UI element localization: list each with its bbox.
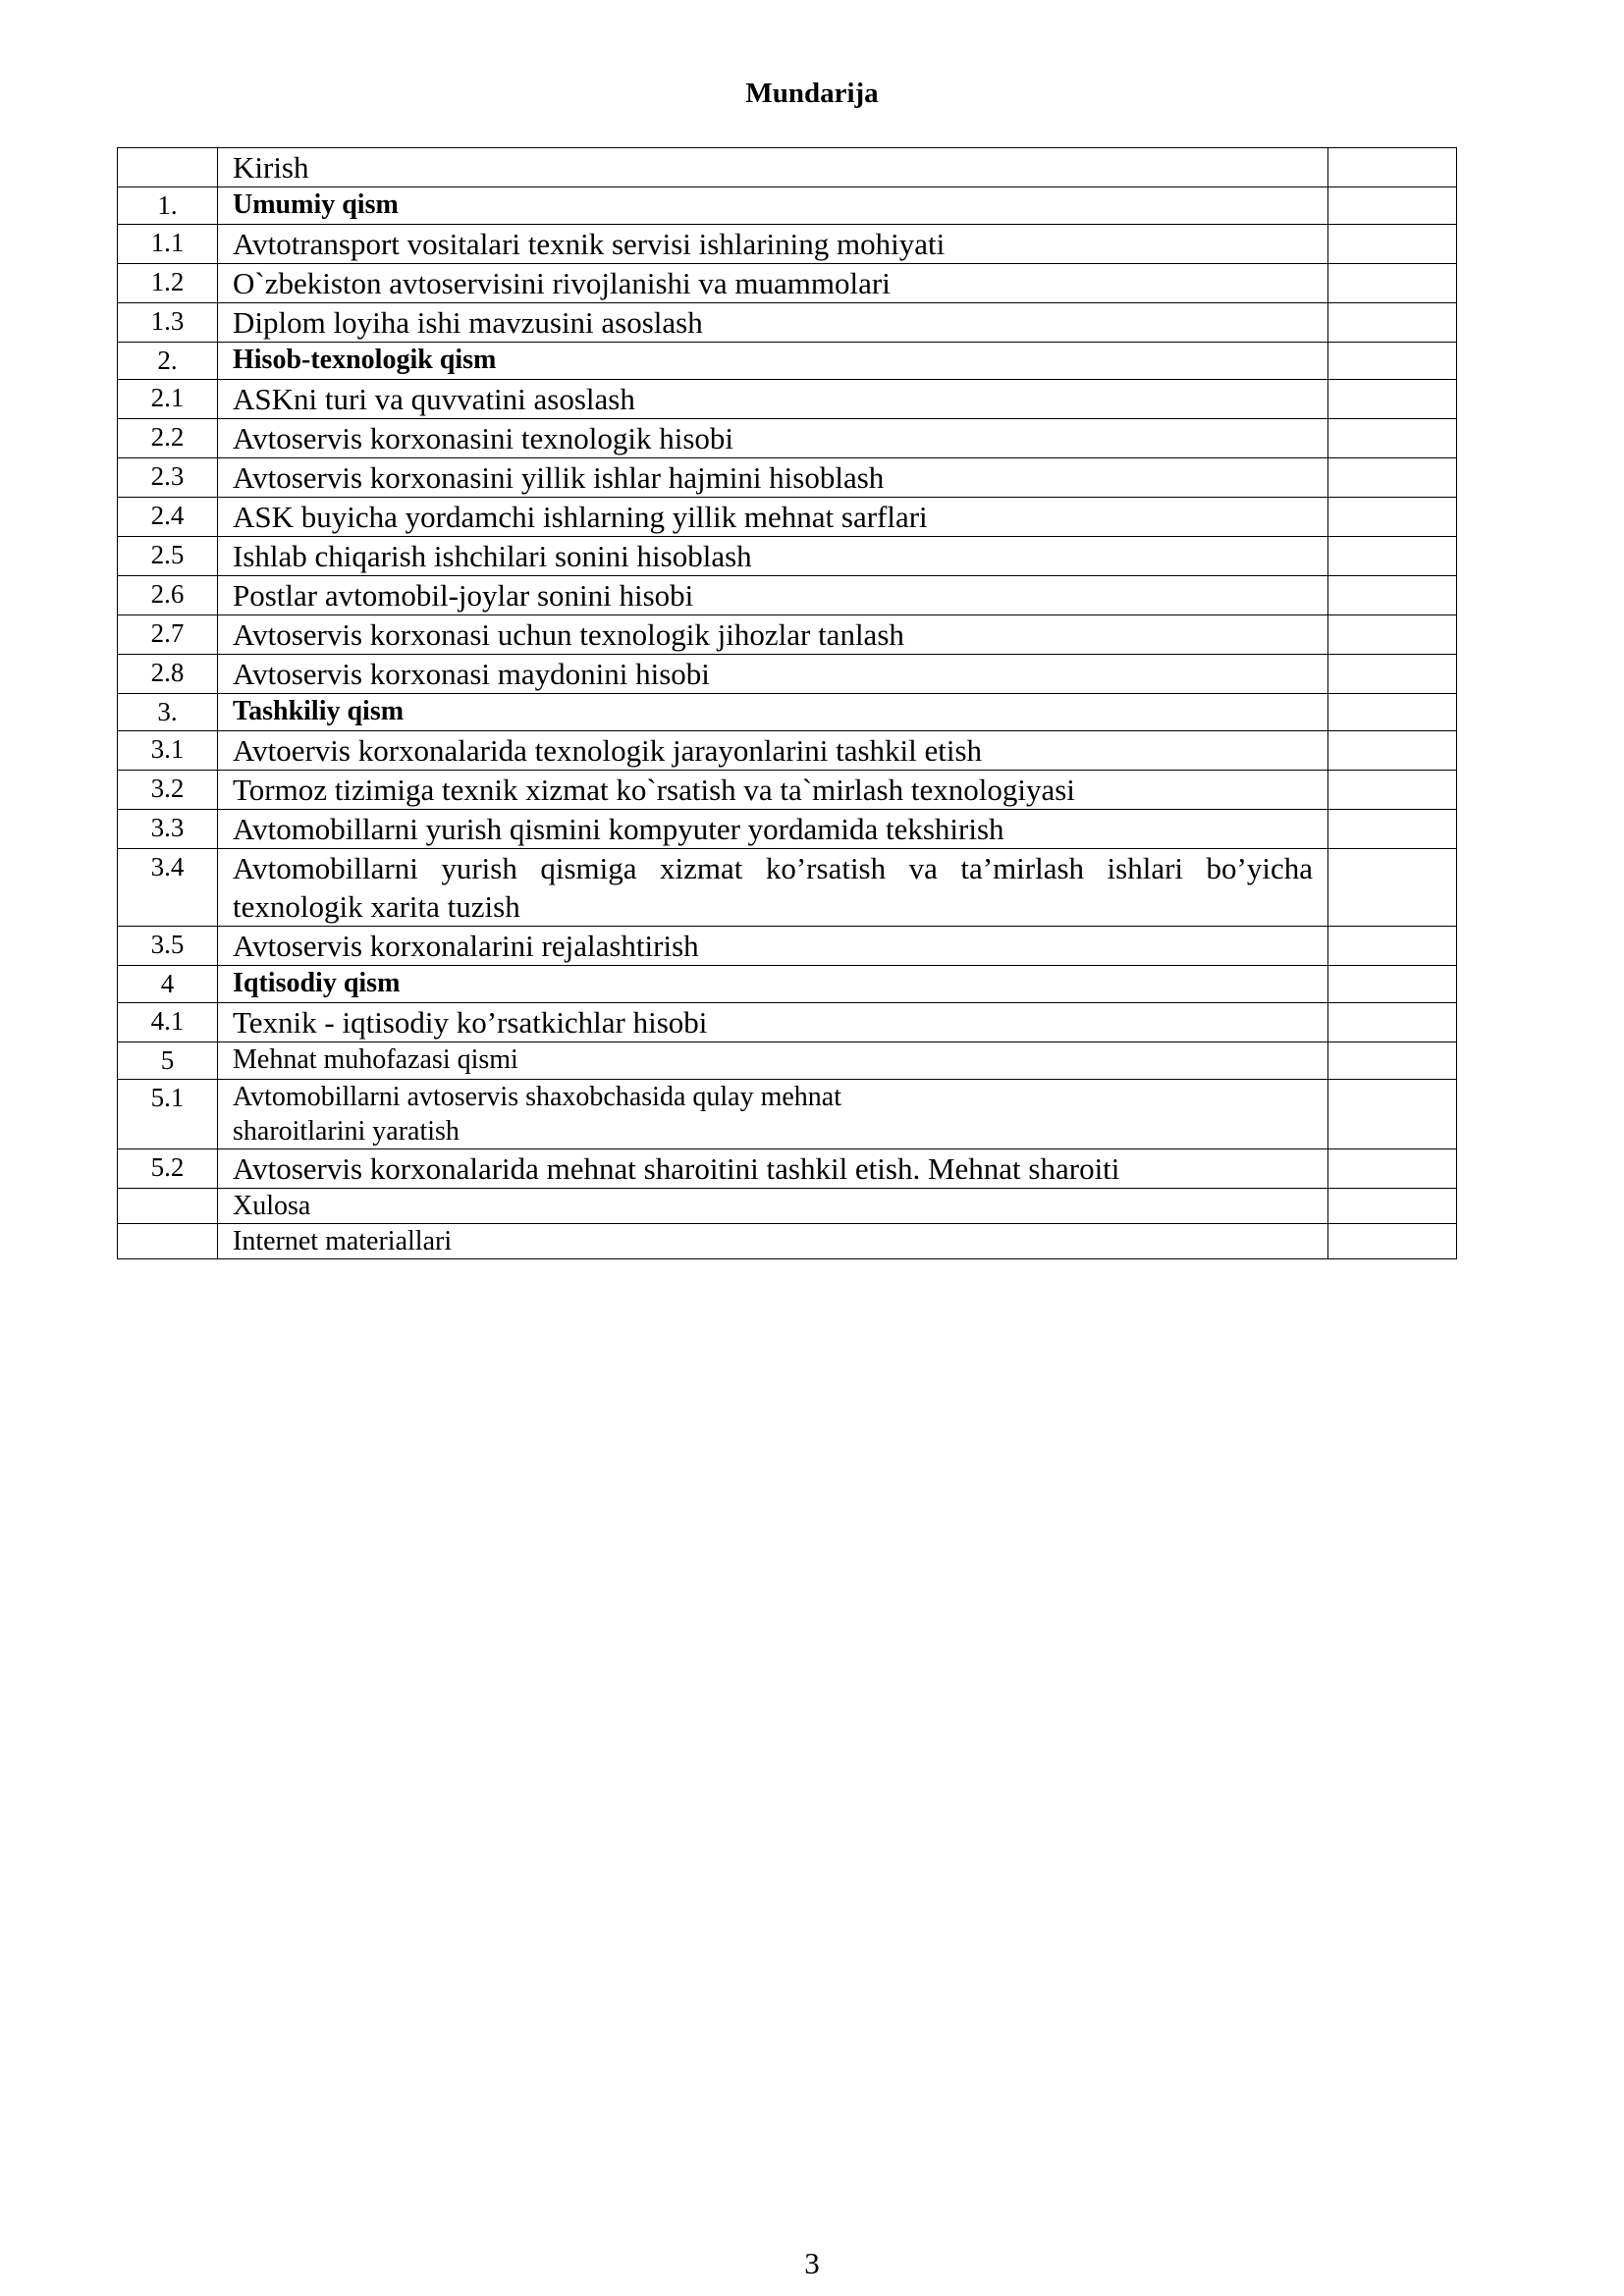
table-row: [118, 264, 1457, 303]
section-title: Xulosa: [218, 1189, 1328, 1224]
section-number: 2.1: [118, 380, 218, 419]
page-cell: [1328, 537, 1457, 576]
page-cell: [1328, 1149, 1457, 1189]
page-cell: [1328, 849, 1457, 927]
page-cell: [1328, 264, 1457, 303]
section-number: 5.1: [118, 1080, 218, 1149]
page-cell: [1328, 380, 1457, 419]
page-cell: [1328, 1003, 1457, 1042]
section-title: O`zbekiston avtoservisini rivojlanishi va muammolari: [218, 264, 1328, 303]
section-title: Avtoservis korxonasi uchun texnologik jihozlar tanlash: [218, 615, 1328, 655]
page-cell: [1328, 1224, 1457, 1259]
table-row: [118, 187, 1457, 225]
table-row: [118, 1189, 1457, 1224]
section-number: 2.5: [118, 537, 218, 576]
section-number: 2.4: [118, 498, 218, 537]
page-cell: [1328, 148, 1457, 187]
section-title: Kirish: [218, 148, 1328, 187]
section-title: Avtomobillarni yurish qismiga xizmat ko’rsatish va ta’mirlash ishlari bo’yicha texnologik xarita tuzish: [218, 849, 1328, 927]
table-row: [118, 655, 1457, 694]
table-row: [118, 694, 1457, 731]
section-number: 2.7: [118, 615, 218, 655]
section-title: Mehnat muhofazasi qismi: [218, 1042, 1328, 1080]
table-row: [118, 458, 1457, 498]
section-title: Avtoservis korxonalarini rejalashtirish: [218, 927, 1328, 966]
page-cell: [1328, 576, 1457, 615]
toc-body: [118, 148, 1457, 1259]
section-title: Texnik - iqtisodiy ko’rsatkichlar hisobi: [218, 1003, 1328, 1042]
section-number: 2.6: [118, 576, 218, 615]
section-number: 5: [118, 1042, 218, 1080]
section-number: 3.: [118, 694, 218, 731]
page-cell: [1328, 1042, 1457, 1080]
section-title: Avtoservis korxonasini yillik ishlar hajmini hisoblash: [218, 458, 1328, 498]
section-number: [118, 148, 218, 187]
section-title: ASK buyicha yordamchi ishlarning yillik mehnat sarflari: [218, 498, 1328, 537]
page-cell: [1328, 694, 1457, 731]
table-of-contents: [117, 147, 1457, 1259]
section-title: Avtoervis korxonalarida texnologik jarayonlarini tashkil etish: [218, 731, 1328, 771]
table-row: [118, 1003, 1457, 1042]
table-row: [118, 225, 1457, 264]
table-row: [118, 537, 1457, 576]
section-number: 2.2: [118, 419, 218, 458]
page-cell: [1328, 1189, 1457, 1224]
section-title: ASKni turi va quvvatini asoslash: [218, 380, 1328, 419]
table-row: [118, 576, 1457, 615]
section-title: Avtomobillarni yurish qismini kompyuter yordamida tekshirish: [218, 810, 1328, 849]
section-title: Tormoz tizimiga texnik xizmat ko`rsatish va ta`mirlash texnologiyasi: [218, 771, 1328, 810]
page-cell: [1328, 615, 1457, 655]
section-title: Avtoservis korxonasi maydonini hisobi: [218, 655, 1328, 694]
page-cell: [1328, 655, 1457, 694]
page-title: Mundarija: [745, 78, 879, 109]
table-row: [118, 615, 1457, 655]
table-row: [118, 731, 1457, 771]
section-title: Avtomobillarni avtoservis shaxobchasida qulay mehnat sharoitlarini yaratish: [218, 1080, 1328, 1149]
section-number: [118, 1189, 218, 1224]
section-number: 1.1: [118, 225, 218, 264]
section-number: [118, 1224, 218, 1259]
page-cell: [1328, 771, 1457, 810]
page-cell: [1328, 966, 1457, 1003]
section-title: Iqtisodiy qism: [218, 966, 1328, 1003]
table-row: [118, 303, 1457, 343]
section-number: 1.: [118, 187, 218, 225]
section-title: Postlar avtomobil-joylar sonini hisobi: [218, 576, 1328, 615]
page-cell: [1328, 343, 1457, 380]
section-number: 3.4: [118, 849, 218, 927]
section-title: Umumiy qism: [218, 187, 1328, 225]
table-row: [118, 771, 1457, 810]
section-title: Diplom loyiha ishi mavzusini asoslash: [218, 303, 1328, 343]
page-number: 3: [804, 2246, 820, 2280]
page-cell: [1328, 1080, 1457, 1149]
table-row: [118, 966, 1457, 1003]
page-cell: [1328, 225, 1457, 264]
table-row: [118, 1042, 1457, 1080]
table-row: [118, 1080, 1457, 1149]
section-number: 3.1: [118, 731, 218, 771]
table-row: [118, 1149, 1457, 1189]
page-cell: [1328, 731, 1457, 771]
table-row: [118, 419, 1457, 458]
section-number: 5.2: [118, 1149, 218, 1189]
page-cell: [1328, 419, 1457, 458]
section-number: 3.5: [118, 927, 218, 966]
section-title: Tashkiliy qism: [218, 694, 1328, 731]
section-number: 2.: [118, 343, 218, 380]
table-row: [118, 927, 1457, 966]
section-number: 2.3: [118, 458, 218, 498]
section-number: 3.2: [118, 771, 218, 810]
section-title: Hisob-texnologik qism: [218, 343, 1328, 380]
page-cell: [1328, 187, 1457, 225]
section-number: 2.8: [118, 655, 218, 694]
page-cell: [1328, 303, 1457, 343]
table-row: [118, 810, 1457, 849]
section-title: Avtotransport vositalari texnik servisi ishlarining mohiyati: [218, 225, 1328, 264]
section-title: Internet materiallari: [218, 1224, 1328, 1259]
section-number: 4.1: [118, 1003, 218, 1042]
section-number: 1.3: [118, 303, 218, 343]
page-cell: [1328, 810, 1457, 849]
table-row: [118, 380, 1457, 419]
section-title: Avtoservis korxonalarida mehnat sharoitini tashkil etish. Mehnat sharoiti: [218, 1149, 1328, 1189]
page-cell: [1328, 927, 1457, 966]
section-title: Ishlab chiqarish ishchilari sonini hisoblash: [218, 537, 1328, 576]
page-cell: [1328, 498, 1457, 537]
table-row: [118, 849, 1457, 927]
section-number: 1.2: [118, 264, 218, 303]
table-row: [118, 148, 1457, 187]
section-title: Avtoservis korxonasini texnologik hisobi: [218, 419, 1328, 458]
page-cell: [1328, 458, 1457, 498]
section-number: 4: [118, 966, 218, 1003]
table-row: [118, 1224, 1457, 1259]
table-row: [118, 343, 1457, 380]
table-row: [118, 498, 1457, 537]
section-number: 3.3: [118, 810, 218, 849]
